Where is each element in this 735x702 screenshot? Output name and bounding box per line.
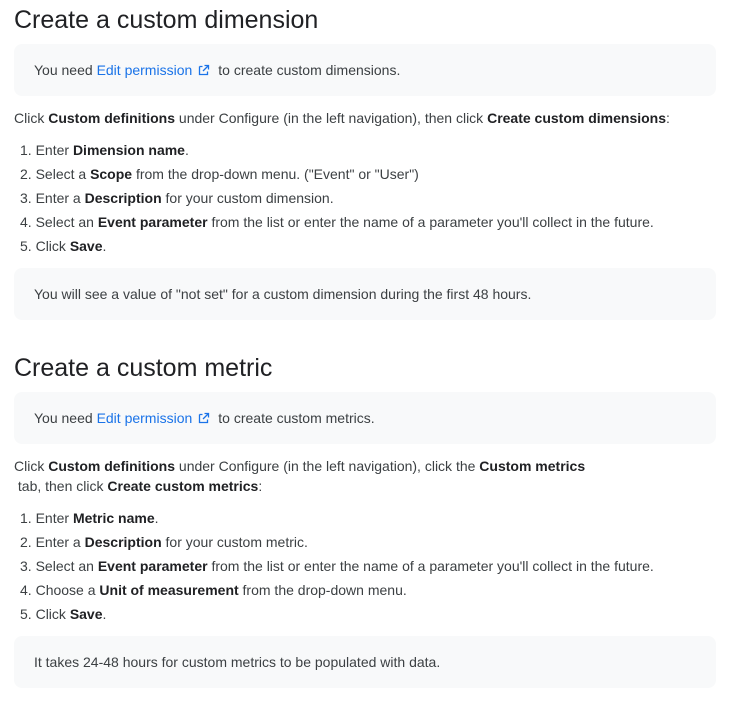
note-text: It takes 24-48 hours for custom metrics to be populated with data. bbox=[34, 654, 441, 670]
intro-text: Click bbox=[14, 110, 49, 126]
dimension-note bbox=[14, 268, 716, 320]
notice-prefix: You need bbox=[34, 410, 97, 426]
note-text: You will see a value of "not set" for a custom dimension during the first 48 hours. bbox=[34, 286, 532, 302]
notice-suffix: to create custom metrics. bbox=[218, 410, 375, 426]
intro-text: : bbox=[666, 110, 670, 126]
intro-text: : bbox=[258, 478, 263, 494]
metric-steps bbox=[20, 506, 654, 626]
custom-metrics-tab-label: Custom metrics bbox=[479, 458, 586, 474]
intro-text: tab, then click bbox=[14, 478, 108, 494]
list-item: 2. Enter a Description for your custom metric. bbox=[20, 534, 308, 550]
intro-text: under Configure (in the left navigation), then click bbox=[175, 110, 488, 126]
list-item: 4. Choose a Unit of measurement from the drop-down menu. bbox=[20, 582, 407, 598]
edit-permission-link[interactable]: Edit permission bbox=[96, 62, 193, 78]
notice-prefix: You need bbox=[34, 62, 97, 78]
dimension-intro bbox=[14, 108, 714, 128]
list-item: 2. Select a Scope from the drop-down menu. ("Event" or "User") bbox=[20, 166, 419, 182]
metric-intro bbox=[14, 456, 714, 496]
intro-text: Click bbox=[14, 458, 49, 474]
list-item: 5. Click Save. bbox=[20, 606, 107, 622]
list-item: 3. Enter a Description for your custom dimension. bbox=[20, 190, 334, 206]
metric-note bbox=[14, 636, 716, 688]
list-item: 4. Select an Event parameter from the list or enter the name of a parameter you'll collect in the future. bbox=[20, 214, 654, 230]
create-custom-dimensions-label: Create custom dimensions bbox=[487, 110, 667, 126]
list-item: 3. Select an Event parameter from the list or enter the name of a parameter you'll collect in the future. bbox=[20, 558, 654, 574]
external-link-icon[interactable] bbox=[198, 64, 210, 76]
metric-permission-notice bbox=[14, 392, 716, 444]
create-custom-metrics-label: Create custom metrics bbox=[107, 478, 259, 494]
notice-suffix: to create custom dimensions. bbox=[218, 62, 401, 78]
list-item: 1. Enter Dimension name. bbox=[20, 142, 189, 158]
external-link-icon[interactable] bbox=[198, 412, 210, 424]
dimension-permission-notice bbox=[14, 44, 716, 96]
list-item: 5. Click Save. bbox=[20, 238, 107, 254]
intro-text: under Configure (in the left navigation), click the bbox=[175, 458, 480, 474]
metric-heading: Create a custom metric bbox=[14, 354, 273, 382]
dimension-heading: Create a custom dimension bbox=[14, 6, 319, 34]
dimension-steps bbox=[20, 138, 654, 258]
custom-definitions-label: Custom definitions bbox=[48, 458, 176, 474]
list-item: 1. Enter Metric name. bbox=[20, 510, 159, 526]
edit-permission-link[interactable]: Edit permission bbox=[96, 410, 193, 426]
custom-definitions-label: Custom definitions bbox=[48, 110, 176, 126]
